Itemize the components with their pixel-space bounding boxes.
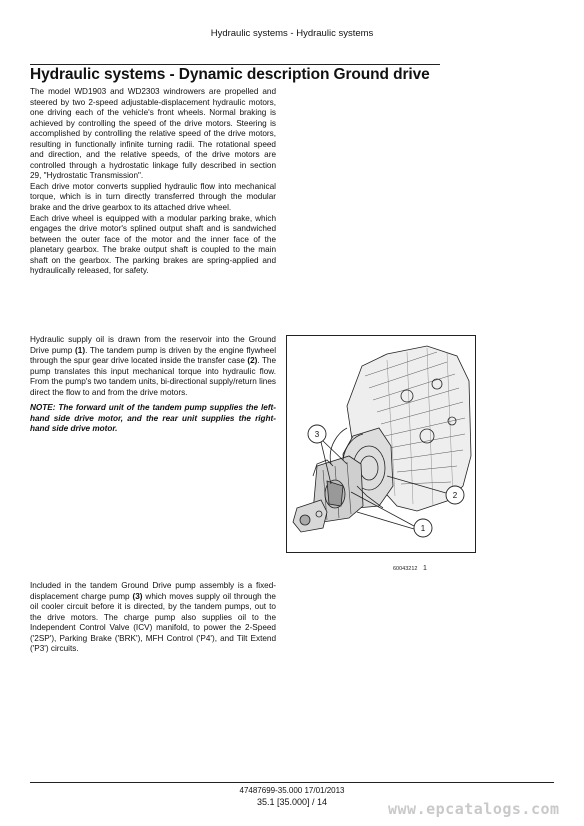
paragraph-drive-motor: Each drive motor converts supplied hydraulic flow into mechanical torque, which is in turn directly transferred through the modular brake and the drive gearbox to its attached drive wheel. [30, 181, 276, 213]
note-paragraph: NOTE: The forward unit of the tandem pump supplies the left-hand side drive motor, and the rear unit supplies the right-hand side drive motor. [30, 403, 276, 434]
figure-ground-drive-pump [286, 335, 476, 553]
supply-text-a: Hydraulic supply oil is drawn from the reservoir into the Ground Drive pump [30, 335, 276, 355]
ref-1: (1) [75, 345, 86, 355]
body-text-bottom [30, 581, 276, 655]
title-rule [30, 64, 440, 65]
supply-text-c: . The pump translates this input mechanical torque into hydraulic flow. From the pump's two tandem units, bi-directional supply/return lines direct the flow to and from the drive motors. [30, 356, 277, 397]
running-header: Hydraulic systems - Hydraulic systems [210, 28, 374, 39]
footer-doc-code: 47487699-35.000 17/01/2013 [239, 786, 345, 795]
paragraph-parking-brake: Each drive wheel is equipped with a modular parking brake, which engages the drive motor's splined output shaft and is sandwiched between the outer face of the motor and the inner face of the planetary gearbox. The brake output shaft is coupled to the main shaft on the gearbox. The parking brakes are spring-applied and hydraulically released, for safety. [30, 213, 276, 276]
callout-2: 2 [452, 491, 458, 500]
footer-page-number: 35.1 [35.000] / 14 [256, 797, 328, 807]
engine-pump-illustration [287, 336, 475, 552]
figure-image-id: 60043212 [393, 566, 418, 572]
callout-3: 3 [314, 430, 320, 439]
charge-text-a: Included in the tandem Ground Drive pump assembly is a fixed-displacement charge pump [30, 581, 276, 601]
paragraph-charge-pump [30, 581, 276, 655]
figure-number: 1 [423, 565, 427, 572]
paragraph-supply-oil [30, 335, 276, 398]
body-text-middle [30, 335, 276, 435]
watermark: www.epcatalogs.com [388, 800, 560, 818]
ref-3: (3) [132, 591, 143, 601]
callout-1: 1 [420, 524, 426, 533]
ref-2: (2) [247, 356, 258, 366]
paragraph-propulsion: The model WD1903 and WD2303 windrowers are propelled and steered by two 2-speed adjustable-displacement hydraulic motors, one driving each of the vehicle's front wheels. Normal braking is achieved by controlling the speed of the drive motors. Steering is accomplished by controlling the relative speed of the drive motors, resulting in functionally infinite turning radii. The rotational speed and direction, and the relative speeds, of the drive motors are controlled through a hydrostatic linkage fully described in section 29, "Hydrostatic Transmission". [30, 87, 276, 181]
page-title: Hydraulic systems - Dynamic description Ground drive [30, 66, 430, 83]
charge-text-b: which moves supply oil through the oil cooler circuit before it is directed, by the tandem pumps, out to the drive motors. The charge pump also supplies oil to the Independent Control Valve (ICV) manifold, to power the 2-Speed ('2SP'), Parking Brake ('BRK'), MFH Control ('P4'), and Tilt Extend ('P3') circuits. [30, 591, 276, 654]
supply-text-b: . The tandem pump is driven by the engine flywheel through the spur gear drive located inside the transfer case [30, 345, 277, 366]
footer-rule [30, 782, 554, 783]
body-text-top [30, 87, 276, 277]
